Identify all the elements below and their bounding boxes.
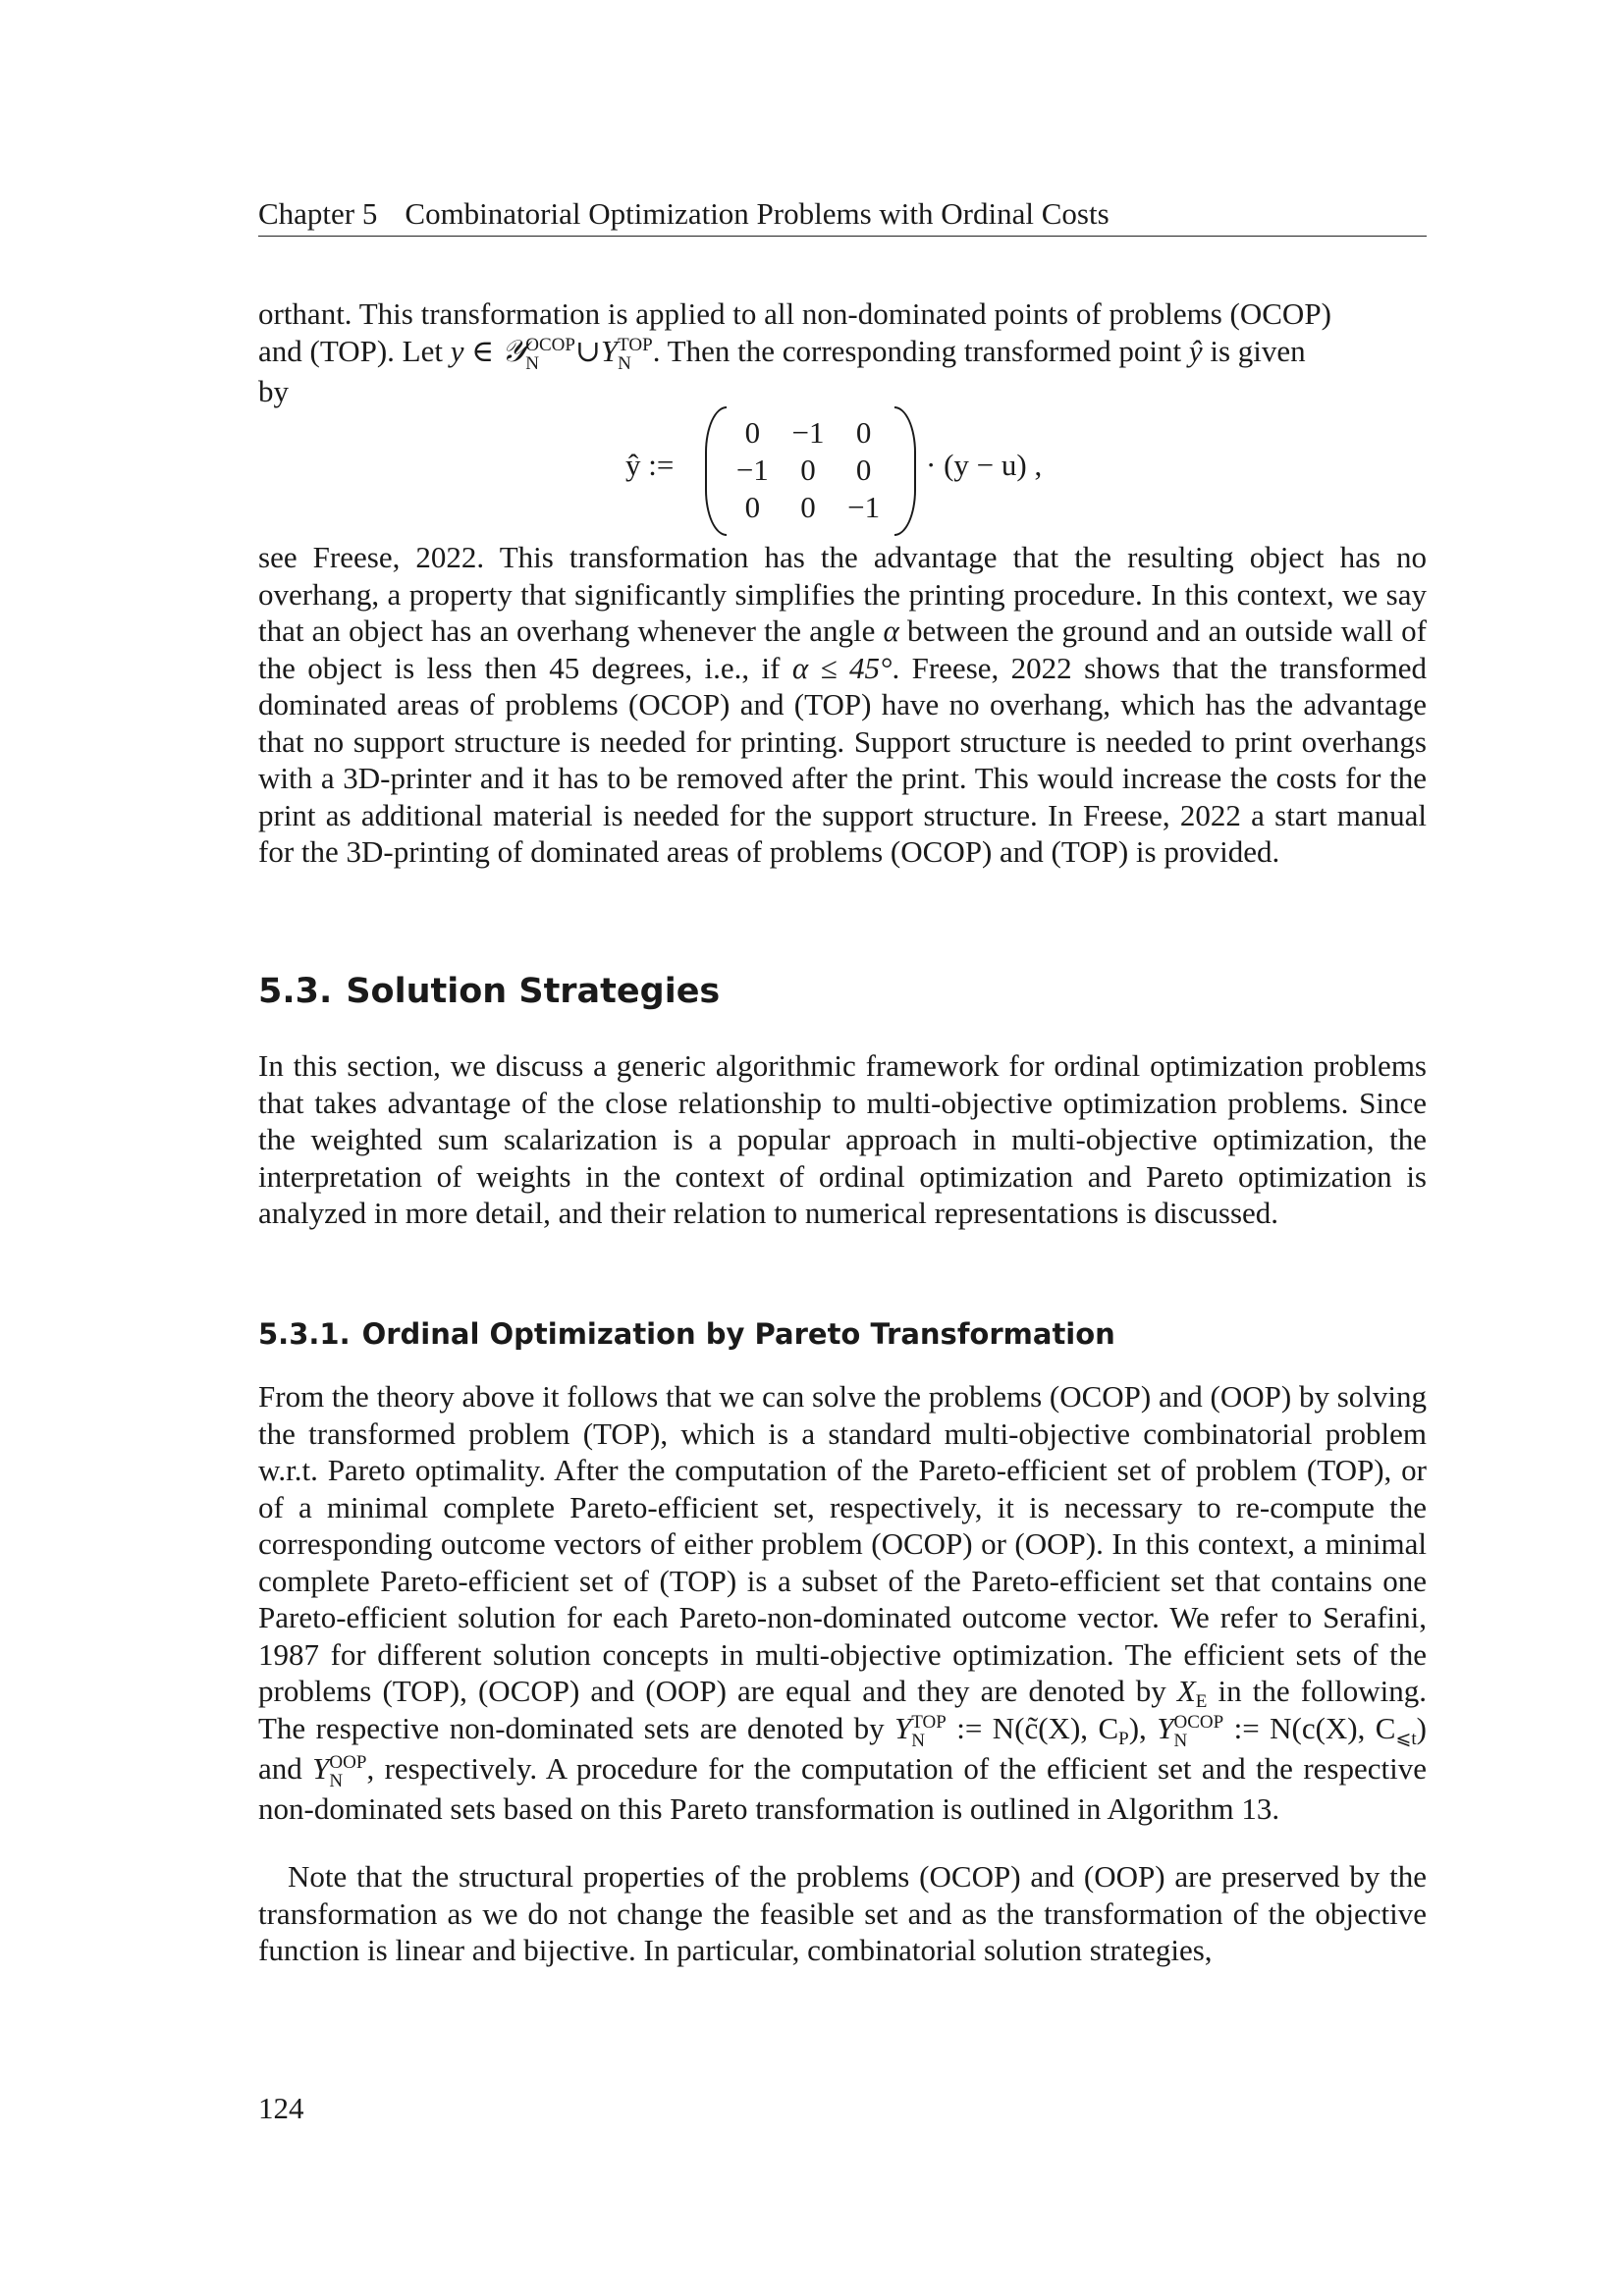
matrix-cell: 0: [800, 490, 816, 524]
transformation-matrix: [705, 404, 916, 537]
matrix-cell: 0: [800, 453, 816, 487]
left-parenthesis: [705, 406, 727, 536]
matrix-cell: 0: [855, 453, 872, 487]
running-header: [258, 194, 1427, 237]
matrix-cell: 0: [744, 415, 761, 450]
intro-paragraph: orthant. This transformation is applied to all non-dominated points of problems (OCOP) and (TOP). Let y ∈ 𝒴 OCOP N ∪Y TOP N . Then the corresponding transformed point ŷ is given by: [258, 296, 1331, 408]
page-number: 124: [258, 2091, 304, 2125]
subsection-heading: 5.3.1. Ordinal Optimization by Pareto Transformation: [258, 1317, 1115, 1351]
equation-rhs: · (y − u) ,: [926, 448, 1043, 482]
section-heading: 5.3. Solution Strategies: [258, 972, 721, 1011]
body-paragraph-structural: Note that the structural properties of the problems (OCOP) and (OOP) are preserved by the transformation as we do not change the feasible set and as the transformation of the objective function is linear and bijective. In particular, combinatorial solution strategies,: [258, 1859, 1427, 1967]
equation-lhs: ŷ :=: [625, 448, 675, 482]
transformation-equation: [258, 404, 1427, 524]
matrix-cell: 0: [744, 490, 761, 524]
right-parenthesis: [894, 406, 916, 536]
matrix-cell: −1: [847, 490, 881, 524]
chapter-label: Chapter 5: [258, 196, 378, 231]
chapter-title: Combinatorial Optimization Problems with Ordinal Costs: [405, 196, 1110, 231]
matrix-cell: 0: [855, 415, 872, 450]
body-paragraph-pareto: From the theory above it follows that we can solve the problems (OCOP) and (OOP) by solving the transformed problem (TOP), which is a standard multi-objective combinatorial problem w.r.t. Pareto optimality. After the computation of the Pareto-efficient set of problem (TOP), or of a minimal complete Pareto-efficient set, respectively, it is necessary to re-compute the corresponding outcome vectors of either problem (OCOP) or (OOP). In this context, a minimal complete Pareto-efficient set of (TOP) is a subset of the Pareto-efficient set that contains one Pareto-efficient solution for each Pareto-non-dominated outcome vector. We refer to Serafini, 1987 for different solution concepts in multi-objective optimization. The efficient sets of the problems (TOP), (OCOP) and (OOP) are equal and they are denoted by $X_E$ in the following. The respective non-dominated sets are denoted by Y TOP N := N(c̃(X), $C_P$), Y OCOP N := N(c(X), $C_{⩽t}$) and Y OOP N , respectively. A procedure for the computation of the efficient set and the respective non-dominated sets based on this Pareto transformation is outlined in Algorithm 13.: [258, 1379, 1427, 1826]
matrix-cell: −1: [735, 453, 769, 487]
body-paragraph-intro-section: In this section, we discuss a generic algorithmic framework for ordinal optimization problems that takes advantage of the close relationship to multi-objective optimization problems. Since the weighted sum scalarization is a popular approach in multi-objective optimization, the interpretation of weights in the context of ordinal optimization and Pareto optimization is analyzed in more detail, and their relation to numerical representations is discussed.: [258, 1048, 1427, 1230]
matrix-cell: −1: [791, 415, 825, 450]
body-paragraph-overhang: see Freese, 2022. This transformation has the advantage that the resulting object has no overhang, a property that significantly simplifies the printing procedure. In this context, we say that an object has an overhang whenever the angle α between the ground and an outside wall of the object is less then 45 degrees, i.e., if α ≤ 45°. Freese, 2022 shows that the transformed dominated areas of problems (OCOP) and (TOP) have no overhang, which has the advantage that no support structure is needed for printing. Support structure is needed to print overhangs with a 3D-printer and it has to be removed after the print. This would increase the costs for the print as additional material is needed for the support structure. In Freese, 2022 a start manual for the 3D-printing of dominated areas of problems (OCOP) and (TOP) is provided.: [258, 540, 1428, 869]
